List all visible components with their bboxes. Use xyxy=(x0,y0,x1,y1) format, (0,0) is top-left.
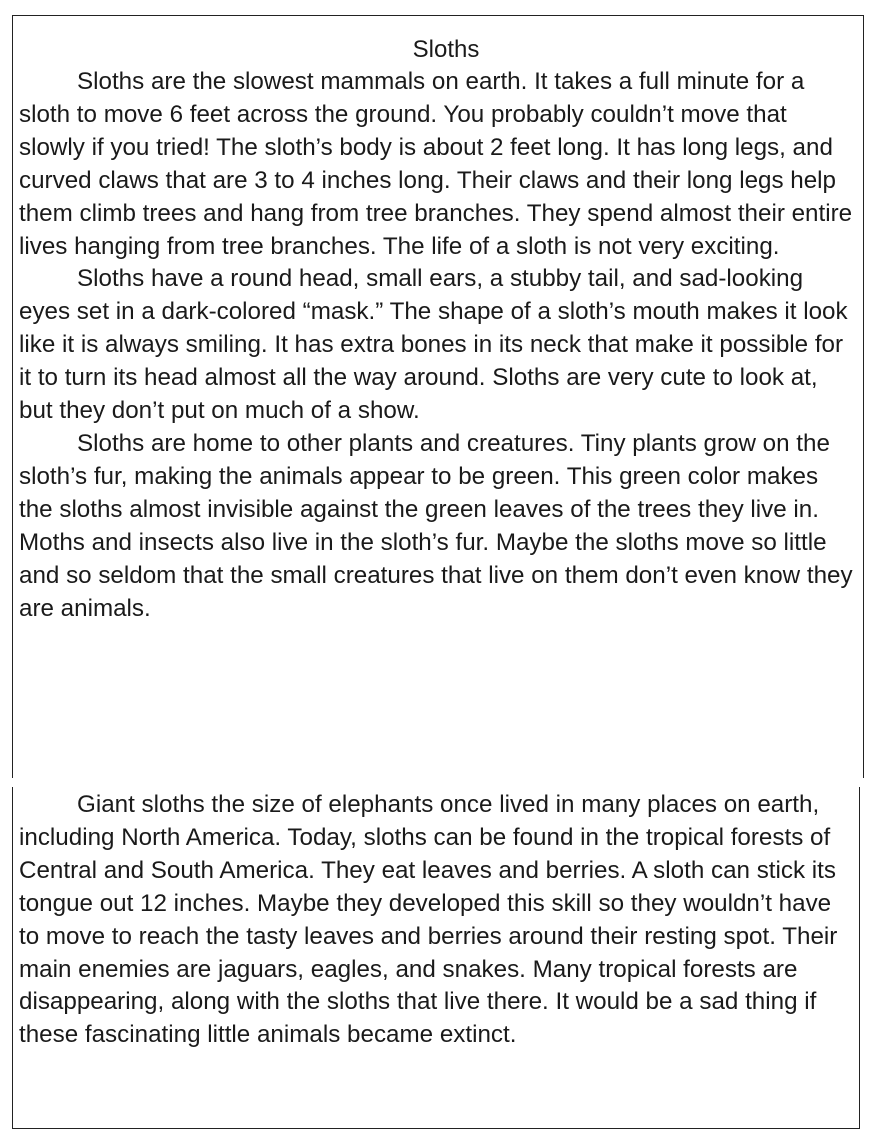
paragraph-2: Sloths have a round head, small ears, a stubby tail, and sad-looking eyes set in a dark-colored “mask.” The shape of a sloth’s mouth makes it look like it is always smiling. It has extra bones in its neck that make it possible for it to turn its head almost all the way around. Sloths are very cute to look at, but they don’t put on much of a show. xyxy=(19,265,848,425)
article-frame-top xyxy=(12,15,864,778)
paragraph-3: Sloths are home to other plants and creatures. Tiny plants grow on the sloth’s fur, making the animals appear to be green. This green color makes the sloths almost invisible against the green leaves of the trees they live in. Moths and insects also live in the sloth’s fur. Maybe the sloths move so little and so seldom that the small creatures that live on them don’t even know they are animals. xyxy=(19,429,853,622)
document-title: Sloths xyxy=(412,36,480,63)
paragraph-4: Giant sloths the size of elephants once lived in many places on earth, including North America. Today, sloths can be found in the tropical forests of Central and South America. They eat leaves and berries. A sloth can stick its tongue out 12 inches. Maybe they developed this skill so they wouldn’t have to move to reach the tasty leaves and berries around their resting spot. Their main enemies are jaguars, eagles, and snakes. Many tropical forests are disappearing, along with the sloths that live there. It would be a sad thing if these fascinating little animals became extinct. xyxy=(19,791,838,1049)
paragraph-1: Sloths are the slowest mammals on earth. It takes a full minute for a sloth to move 6 feet across the ground. You probably couldn’t move that slowly if you tried! The sloth’s body is about 2 feet long. It has long legs, and curved claws that are 3 to 4 inches long. Their claws and their long legs help them climb trees and hang from tree branches. They spend almost their entire lives hanging from tree branches. The life of a sloth is not very exciting. xyxy=(19,68,853,260)
article-frame-bottom xyxy=(12,787,860,1129)
